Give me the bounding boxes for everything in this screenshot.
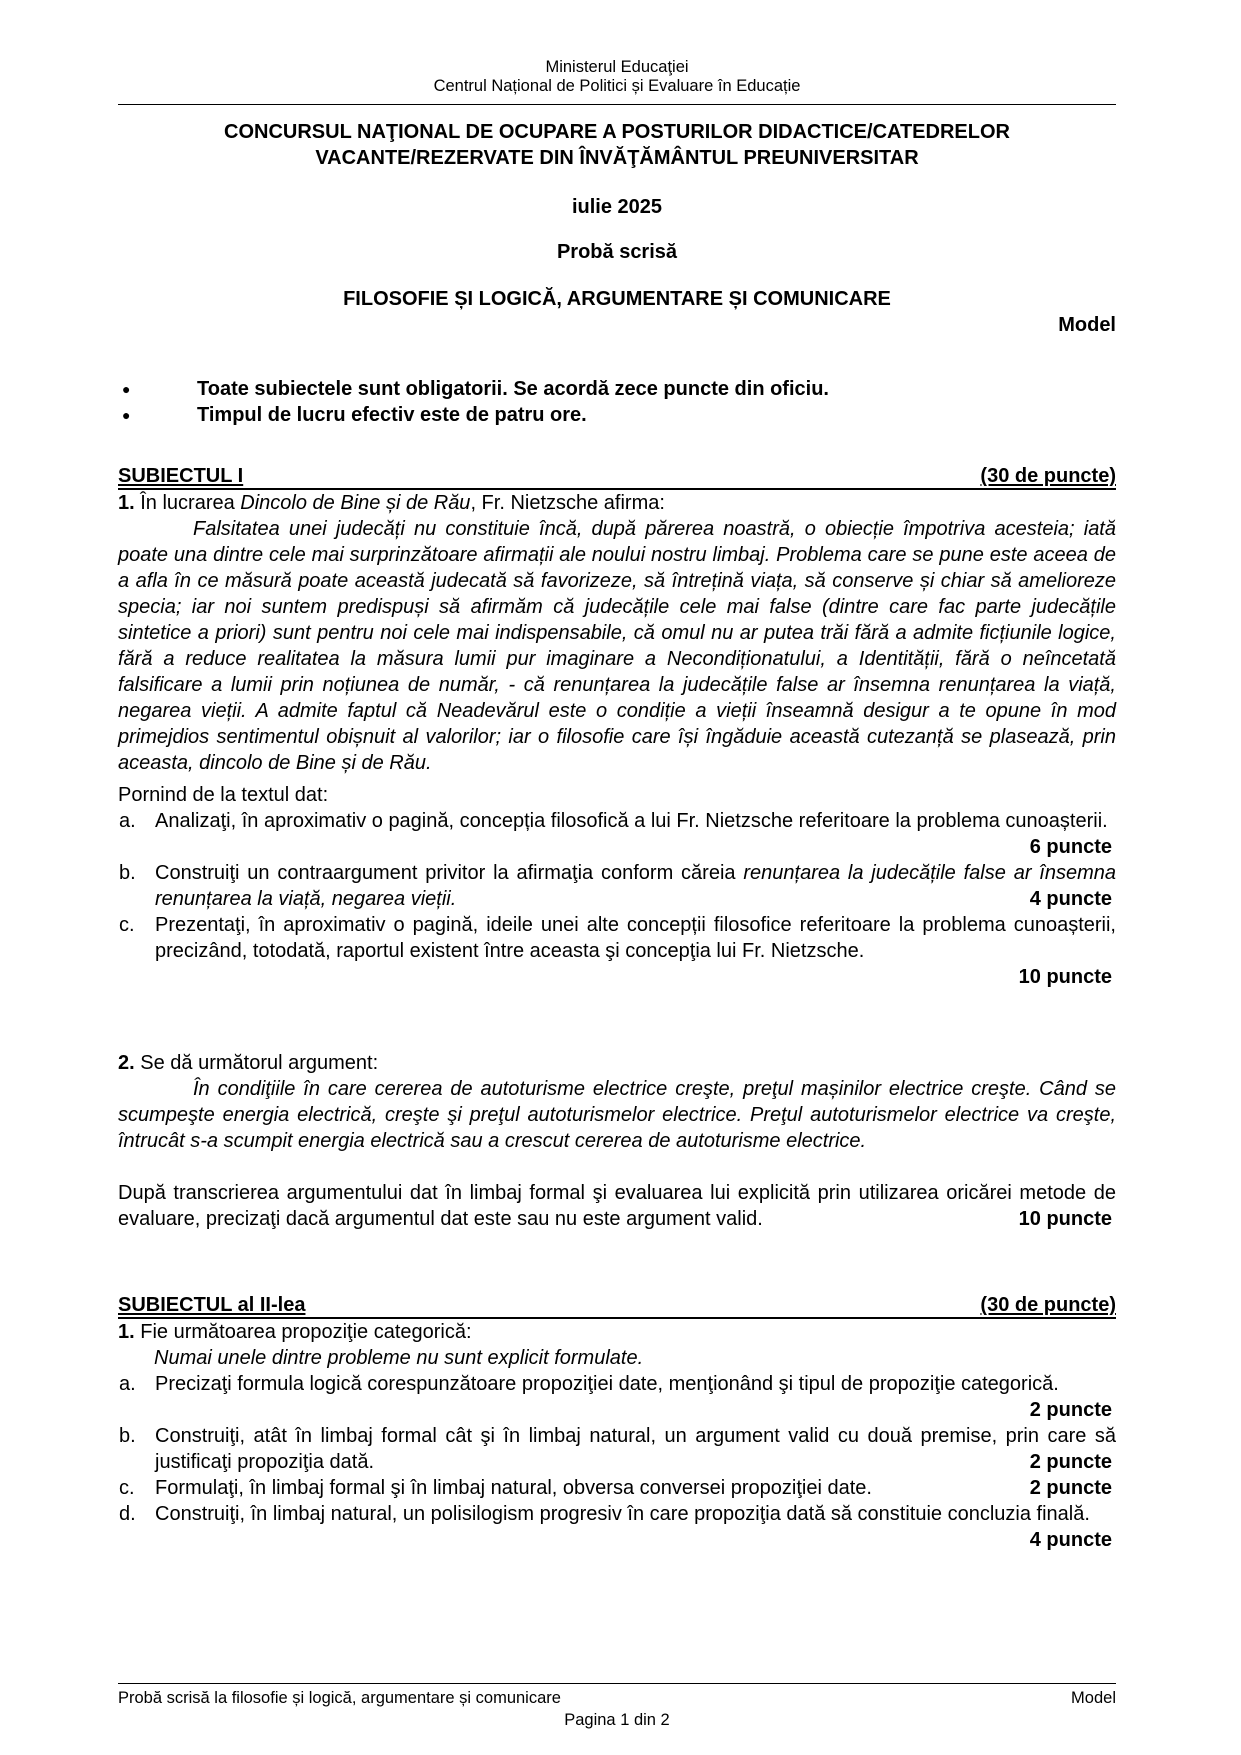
- page-number: Pagina 1 din 2: [564, 1711, 670, 1729]
- ministry-name: Ministerul Educaţiei: [545, 58, 689, 76]
- rule-text: Toate subiectele sunt obligatorii. Se acordă zece puncte din oficiu.: [197, 378, 829, 400]
- question-items: [118, 808, 1116, 990]
- section-title: SUBIECTUL al II-lea: [118, 1294, 306, 1316]
- header-divider: [118, 104, 1116, 105]
- question-item-c: [118, 912, 1116, 964]
- lead-text: Pornind de la textul dat:: [118, 784, 329, 806]
- question-intro: [118, 1050, 1116, 1076]
- rule-item: [118, 376, 1116, 402]
- rule-text: Timpul de lucru efectiv este de patru ore.: [197, 404, 587, 426]
- rule-item: [118, 402, 1116, 428]
- item-points: 2 puncte: [1029, 1399, 1112, 1421]
- question-item-a: [118, 808, 1116, 860]
- footer-model-label: Model: [1071, 1689, 1116, 1707]
- item-body: [155, 860, 1116, 912]
- item-text: Construiţi, atât în limbaj formal cât şi în limbaj natural, un argument valid cu două premise, prin care să justificaţi propoziţia dată.: [155, 1425, 1116, 1473]
- item-label: d.: [119, 1503, 136, 1525]
- item-points: 2 puncte: [1029, 1477, 1112, 1499]
- question-item-c: [118, 1475, 1116, 1501]
- intro-text: Se dă următorul argument:: [134, 1052, 379, 1074]
- item-body: [155, 1501, 1116, 1553]
- question-1-1: [118, 490, 1116, 990]
- item-points: 6 puncte: [1029, 836, 1112, 858]
- item-points: 2 puncte: [1029, 1451, 1112, 1473]
- section-points: (30 de puncte): [980, 465, 1116, 487]
- exam-type: Probă scrisă: [556, 241, 678, 263]
- exam-title: [118, 119, 1116, 171]
- item-text: Construiţi, în limbaj natural, un polisilogism progresiv în care propoziţia dată să constituie concluzia finală.: [155, 1503, 1090, 1525]
- item-body: [155, 1475, 1116, 1501]
- page-footer: [118, 1687, 1116, 1731]
- footer-divider: [118, 1683, 1116, 1684]
- question-item-b: [118, 1423, 1116, 1475]
- item-quote: renunțarea la judecățile false ar însemna renunțarea la viață, negarea vieții.: [155, 862, 1117, 910]
- question-items: [118, 1371, 1116, 1553]
- item-points: 10 puncte: [1018, 966, 1112, 988]
- item-label: a.: [119, 810, 136, 832]
- task-text: [118, 1180, 1116, 1232]
- item-body: [155, 1423, 1116, 1475]
- task-body: După transcrierea argumentului dat în limbaj formal şi evaluarea lui explicită prin utilizarea oricărei metode de evaluare, precizaţi dacă argumentul dat este sau nu este argument valid.: [118, 1182, 1116, 1230]
- question-2-1: [118, 1319, 1116, 1553]
- item-text: Prezentaţi, în aproximativ o pagină, ideile unei alte concepții filosofice referitoare la problema cunoașterii, precizând, totodată, raportul existent între aceasta şi concepţia lui Fr. Nietzsche.: [155, 914, 1116, 962]
- question-intro: [118, 1319, 1116, 1345]
- item-body: [155, 1371, 1116, 1423]
- nietzsche-quote: Falsitatea unei judecăți nu constituie încă, după părerea noastră, o obiecție împotriva acesteia; iată poate una dintre cele mai surprinzătoare afirmații ale noului nostru limbaj. Problema care se pune este aceea de a afla în ce măsură poate această judecată să favorizeze, să întrețină viața, să conserve și chiar să amelioreze specia; iar noi suntem predispuși să afirmăm că judecățile cele mai false (dintre care fac parte judecățile sintetice a priori) sunt pentru noi cele mai indispensabile, că omul nu ar putea trăi fără a admite ficțiunile logice, fără a reduce realitatea la măsura lumii pur imaginare a Necondiționatului, a Identității, fără o neîncetată falsificare a lumii prin noțiunea de număr, - că renunțarea la judecățile false ar însemna renunțarea la viață, negarea vieții. A admite faptul că Neadevărul este o condiție a vieții înseamnă desigur a te opune în mod primejdios sentimentul obișnuit al valorilor; iar o filosofie care își îngăduie această cutezanță se plasează, prin aceasta, dincolo de Bine și de Rău.: [118, 518, 1116, 774]
- item-label: c.: [119, 1477, 135, 1499]
- item-text: Precizaţi formula logică corespunzătoare propoziţiei date, menţionând şi tipul de propoziţie categorică.: [155, 1373, 1059, 1395]
- intro-text: În lucrarea: [134, 492, 241, 514]
- item-points: 4 puncte: [1029, 888, 1112, 910]
- center-name: Centrul Național de Politici și Evaluare în Educație: [433, 77, 801, 95]
- item-label: a.: [119, 1373, 136, 1395]
- section-points: (30 de puncte): [980, 1294, 1116, 1316]
- footer-exam-name: Probă scrisă la filosofie și logică, argumentare și comunicare: [118, 1689, 561, 1707]
- item-label: c.: [119, 914, 135, 936]
- item-text: Construiţi un contraargument privitor la afirmaţia conform căreia: [155, 862, 744, 884]
- exam-subject: FILOSOFIE ȘI LOGICĂ, ARGUMENTARE ȘI COMUNICARE: [343, 288, 891, 310]
- bullet-icon: ●: [122, 381, 131, 397]
- exam-rules: [118, 376, 1116, 428]
- item-body: [155, 808, 1116, 860]
- item-label: b.: [119, 862, 136, 884]
- question-number: 1.: [118, 492, 135, 514]
- work-title: Dincolo de Bine și de Rău: [240, 492, 471, 514]
- footer-row: [118, 1687, 1116, 1709]
- question-item-a: [118, 1371, 1116, 1423]
- page-header: [118, 58, 1116, 96]
- intro-text: Fie următoarea propoziţie categorică:: [134, 1321, 472, 1343]
- bullet-icon: ●: [122, 407, 131, 423]
- question-number: 1.: [118, 1321, 135, 1343]
- category-proposition: [118, 1345, 1116, 1371]
- item-body: [155, 912, 1116, 964]
- question-intro: [118, 490, 1116, 516]
- question-item-d: [118, 1501, 1116, 1553]
- model-label: Model: [1058, 314, 1116, 336]
- section-title: SUBIECTUL I: [118, 465, 244, 487]
- item-text: Formulaţi, în limbaj formal şi în limbaj natural, obversa conversei propoziţiei date.: [155, 1477, 872, 1499]
- argument-quote: În condiţiile în care cererea de autoturisme electrice creşte, preţul mașinilor electrice creşte. Când se scumpeşte energia electrică, creşte şi preţul autoturismelor electrice. Preţul autoturismelor electrice va creşte, întrucât s-a scumpit energia electrică sau a crescut cererea de autoturisme electrice.: [118, 1078, 1116, 1152]
- item-points: 10 puncte: [1018, 1208, 1112, 1230]
- title-line-2: VACANTE/REZERVATE DIN ÎNVĂŢĂMÂNTUL PREUNIVERSITAR: [315, 147, 919, 169]
- item-points: 4 puncte: [1029, 1529, 1112, 1551]
- section-1-heading: [118, 465, 1116, 490]
- question-number: 2.: [118, 1052, 135, 1074]
- item-text: Analizaţi, în aproximativ o pagină, concepția filosofică a lui Fr. Nietzsche referitoare la problema cunoașterii.: [155, 810, 1108, 832]
- intro-text: , Fr. Nietzsche afirma:: [470, 492, 665, 514]
- exam-date: iulie 2025: [571, 196, 663, 218]
- title-line-1: CONCURSUL NAŢIONAL DE OCUPARE A POSTURILOR DIDACTICE/CATEDRELOR: [224, 121, 1010, 143]
- proposition-text: Numai unele dintre probleme nu sunt explicit formulate.: [154, 1347, 644, 1369]
- item-label: b.: [119, 1425, 136, 1447]
- question-1-2: [118, 1050, 1116, 1232]
- section-2-heading: [118, 1294, 1116, 1319]
- question-item-b: [118, 860, 1116, 912]
